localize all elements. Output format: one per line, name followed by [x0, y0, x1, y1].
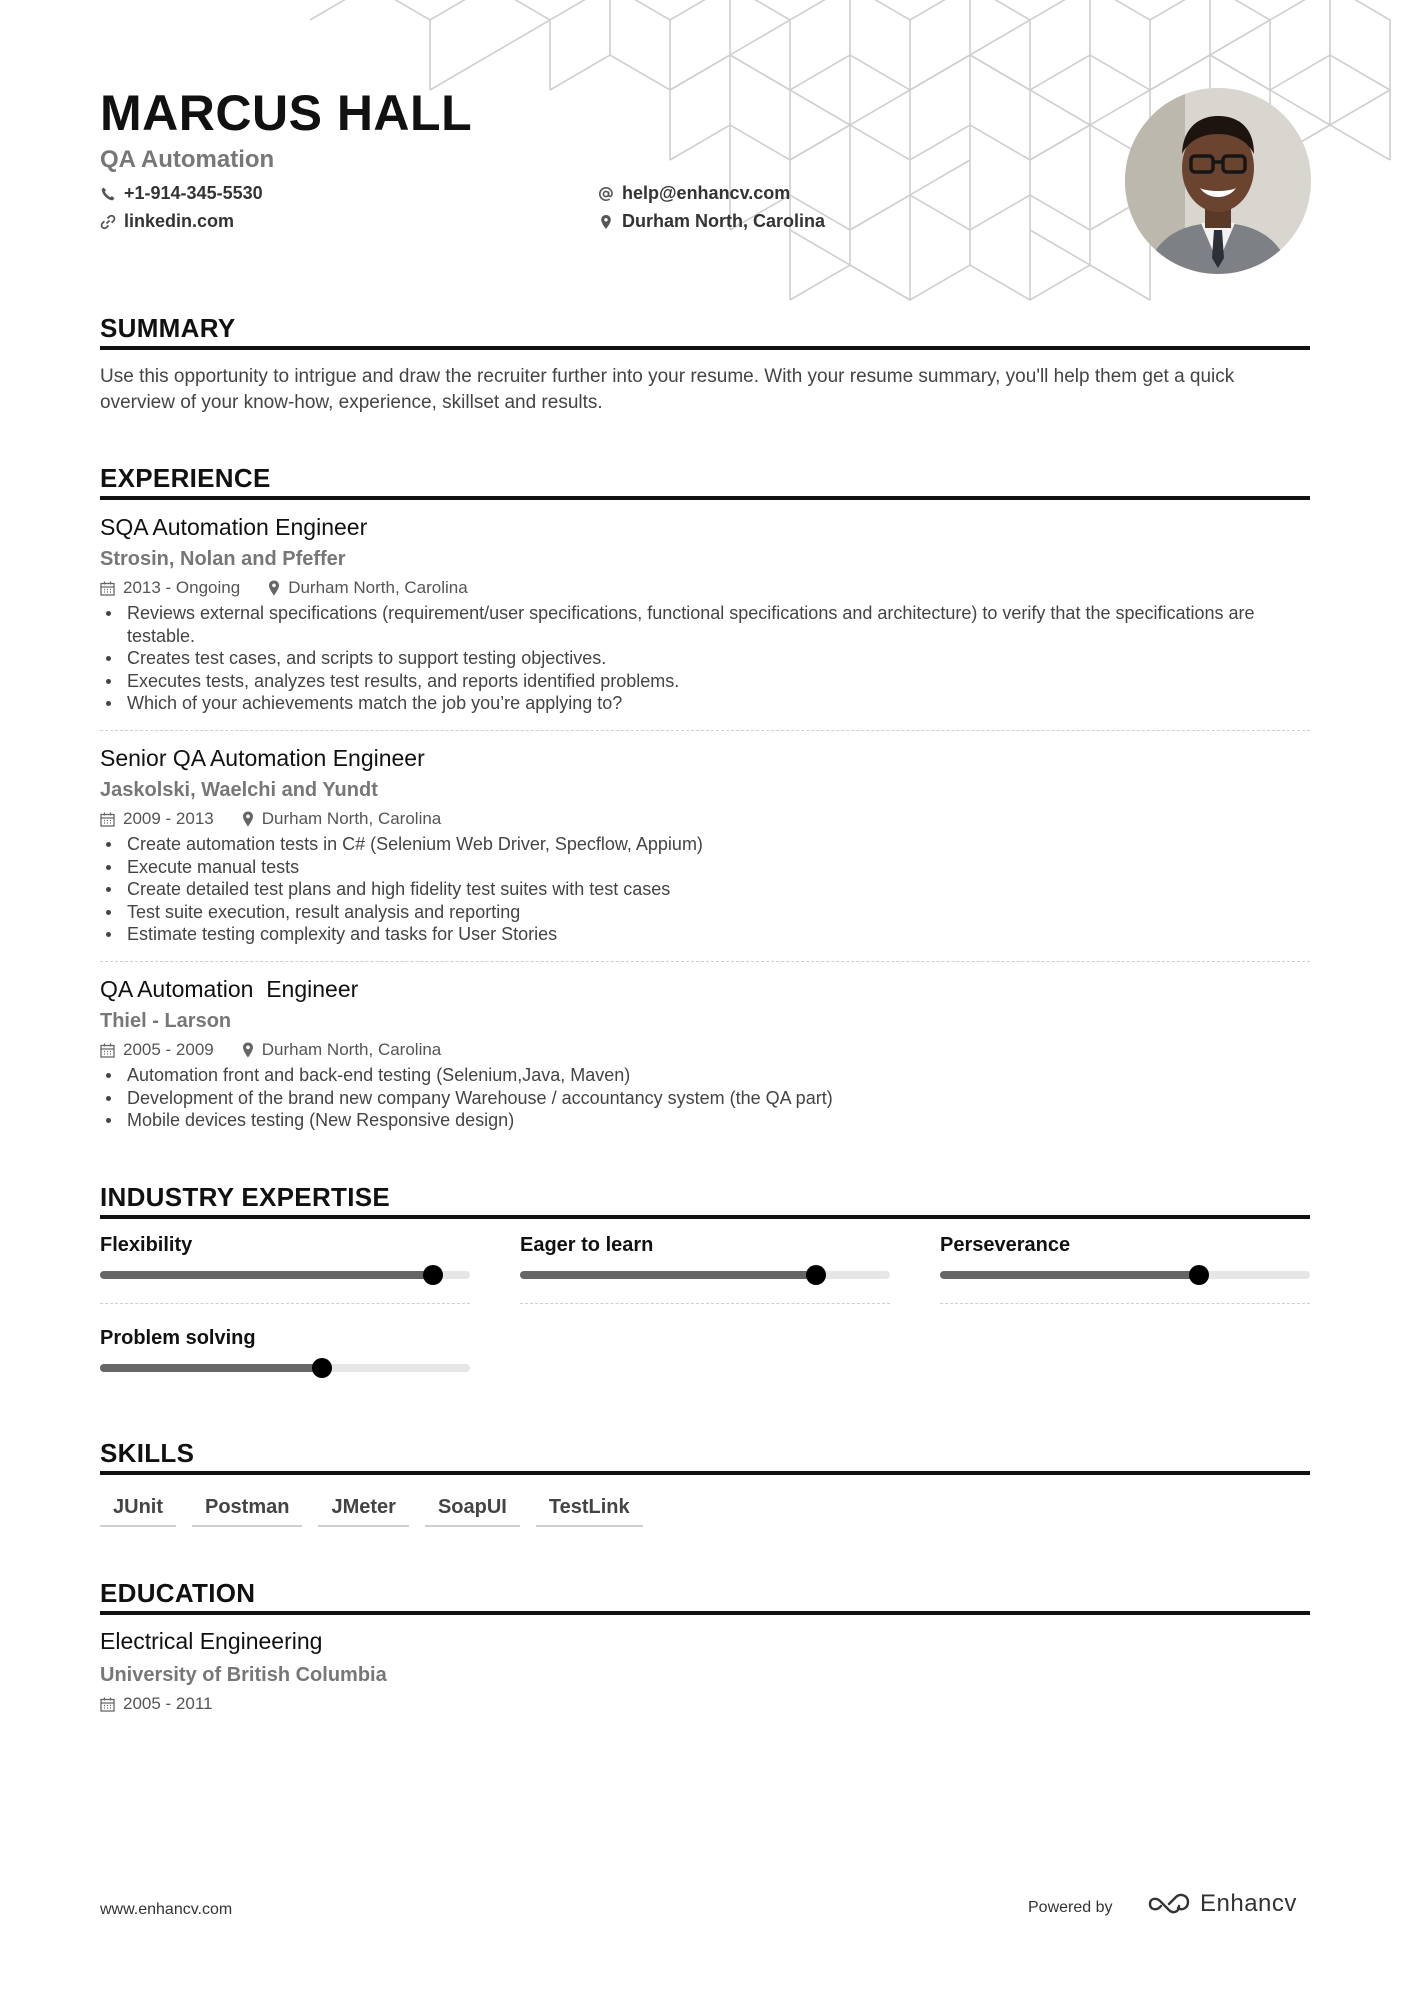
section-title-skills: SKILLS [100, 1438, 1310, 1475]
expertise-bar [100, 1271, 470, 1279]
job-bullet: Execute manual tests [100, 856, 1310, 879]
expertise-bar-handle [806, 1265, 826, 1285]
footer-powered-by: Powered by [1028, 1899, 1113, 1916]
job-location [242, 1036, 442, 1064]
expertise-divider [520, 1303, 890, 1304]
job-bullets [100, 602, 1310, 715]
footer-brand-name: Enhancv [1200, 1890, 1297, 1917]
expertise-bar-handle [423, 1265, 443, 1285]
job-bullet: Executes tests, analyzes test results, and reports identified problems. [100, 670, 1310, 693]
location-text: Durham North, Carolina [622, 211, 826, 231]
enhancv-logo-icon [1146, 1892, 1192, 1916]
job-meta [100, 805, 1310, 833]
avatar-illustration [1125, 88, 1311, 274]
job-bullet: Test suite execution, result analysis and reporting [100, 901, 1310, 924]
email-text: help@enhancv.com [622, 183, 791, 203]
job-bullet: Estimate testing complexity and tasks for User Stories [100, 923, 1310, 946]
summary-text: Use this opportunity to intrigue and draw the recruiter further into your resume. With your resume summary, you'll help them get a quick overview of your know-how, experience, skillset and results. [100, 366, 1235, 413]
expertise-divider [940, 1303, 1310, 1304]
expertise-bar [940, 1271, 1310, 1279]
expertise-bar-fill [940, 1271, 1199, 1279]
link-icon [100, 214, 116, 230]
section-title-education: EDUCATION [100, 1578, 1310, 1615]
job-bullet: Mobile devices testing (New Responsive design) [100, 1109, 1310, 1132]
job-bullets [100, 833, 1310, 946]
expertise-item [100, 1232, 470, 1304]
contact-location [598, 211, 825, 232]
expertise-divider [100, 1303, 470, 1304]
experience-item [100, 972, 1310, 1132]
job-bullet: Create automation tests in C# (Selenium Web Driver, Specflow, Appium) [100, 833, 1310, 856]
contact-email[interactable] [598, 183, 790, 204]
at-icon [598, 186, 614, 202]
education-meta [100, 1694, 212, 1714]
contact-linkedin[interactable] [100, 211, 234, 232]
expertise-label: Problem solving [100, 1327, 256, 1349]
section-title-summary: SUMMARY [100, 313, 1310, 350]
linkedin-text: linkedin.com [124, 211, 235, 231]
job-bullet: Which of your achievements match the job you’re applying to? [100, 692, 1310, 715]
expertise-bar-handle [312, 1358, 332, 1378]
job-company: Jaskolski, Waelchi and Yundt [100, 779, 378, 801]
skill-tag: Postman [192, 1496, 302, 1527]
job-company: Strosin, Nolan and Pfeffer [100, 548, 346, 570]
footer-brand-logo[interactable] [1146, 1890, 1297, 1918]
job-location-text: Durham North, Carolina [288, 578, 468, 597]
footer-url[interactable]: www.enhancv.com [100, 1901, 233, 1918]
location-pin-icon [598, 214, 614, 230]
expertise-bar-fill [100, 1364, 322, 1372]
job-bullet: Development of the brand new company Warehouse / accountancy system (the QA part) [100, 1087, 1310, 1110]
job-title: Senior QA Automation Engineer [100, 745, 425, 771]
location-pin-icon [242, 1042, 254, 1058]
skills-list [100, 1496, 643, 1527]
expertise-bar-fill [100, 1271, 433, 1279]
skill-tag: TestLink [536, 1496, 643, 1527]
candidate-name: MARCUS HALL [100, 85, 473, 141]
experience-item [100, 510, 1310, 715]
job-location-text: Durham North, Carolina [261, 809, 442, 828]
expertise-bar-handle [1189, 1265, 1209, 1285]
experience-divider [100, 730, 1310, 731]
job-dates: 2009 - 2013 [123, 809, 214, 828]
expertise-label: Flexibility [100, 1234, 193, 1256]
skill-tag: SoapUI [425, 1496, 520, 1527]
job-dates: 2013 - Ongoing [123, 578, 241, 597]
section-title-experience: EXPERIENCE [100, 463, 1310, 500]
expertise-item [100, 1325, 470, 1372]
calendar-icon [100, 1697, 115, 1712]
job-dates: 2005 - 2009 [123, 1040, 214, 1059]
expertise-item [520, 1232, 890, 1304]
phone-text: +1-914-345-5530 [124, 183, 263, 203]
job-location-text: Durham North, Carolina [261, 1040, 442, 1059]
job-meta [100, 574, 1310, 602]
experience-divider [100, 961, 1310, 962]
job-bullet: Reviews external specifications (requirement/user specifications, functional specifications and architecture) to verify that the specifications are testable. [100, 602, 1310, 647]
calendar-icon [100, 1043, 115, 1058]
calendar-icon [100, 581, 115, 596]
experience-item [100, 741, 1310, 946]
job-bullet: Create detailed test plans and high fidelity test suites with test cases [100, 878, 1310, 901]
candidate-role: QA Automation [100, 146, 275, 173]
calendar-icon [100, 812, 115, 827]
expertise-label: Perseverance [940, 1234, 1071, 1256]
contact-phone[interactable] [100, 183, 263, 204]
profile-photo [1125, 88, 1311, 274]
job-meta [100, 1036, 1310, 1064]
education-dates: 2005 - 2011 [123, 1694, 213, 1713]
expertise-bar-fill [520, 1271, 816, 1279]
education-school: University of British Columbia [100, 1664, 387, 1686]
job-location [268, 574, 468, 602]
job-company: Thiel - Larson [100, 1010, 232, 1032]
expertise-bar [100, 1364, 470, 1372]
skill-tag: JMeter [318, 1496, 408, 1527]
expertise-label: Eager to learn [520, 1234, 654, 1256]
job-title: SQA Automation Engineer [100, 514, 368, 540]
section-title-industry-expertise: INDUSTRY EXPERTISE [100, 1182, 1310, 1219]
location-pin-icon [242, 811, 254, 827]
job-bullet: Creates test cases, and scripts to support testing objectives. [100, 647, 1310, 670]
skill-tag: JUnit [100, 1496, 176, 1527]
job-title: QA Automation Engineer [100, 976, 359, 1002]
location-pin-icon [268, 580, 280, 596]
education-degree: Electrical Engineering [100, 1628, 323, 1654]
job-bullets [100, 1064, 1310, 1132]
expertise-item [940, 1232, 1310, 1304]
job-bullet: Automation front and back-end testing (Selenium,Java, Maven) [100, 1064, 1310, 1087]
phone-icon [100, 186, 116, 202]
expertise-bar [520, 1271, 890, 1279]
job-location [242, 805, 442, 833]
